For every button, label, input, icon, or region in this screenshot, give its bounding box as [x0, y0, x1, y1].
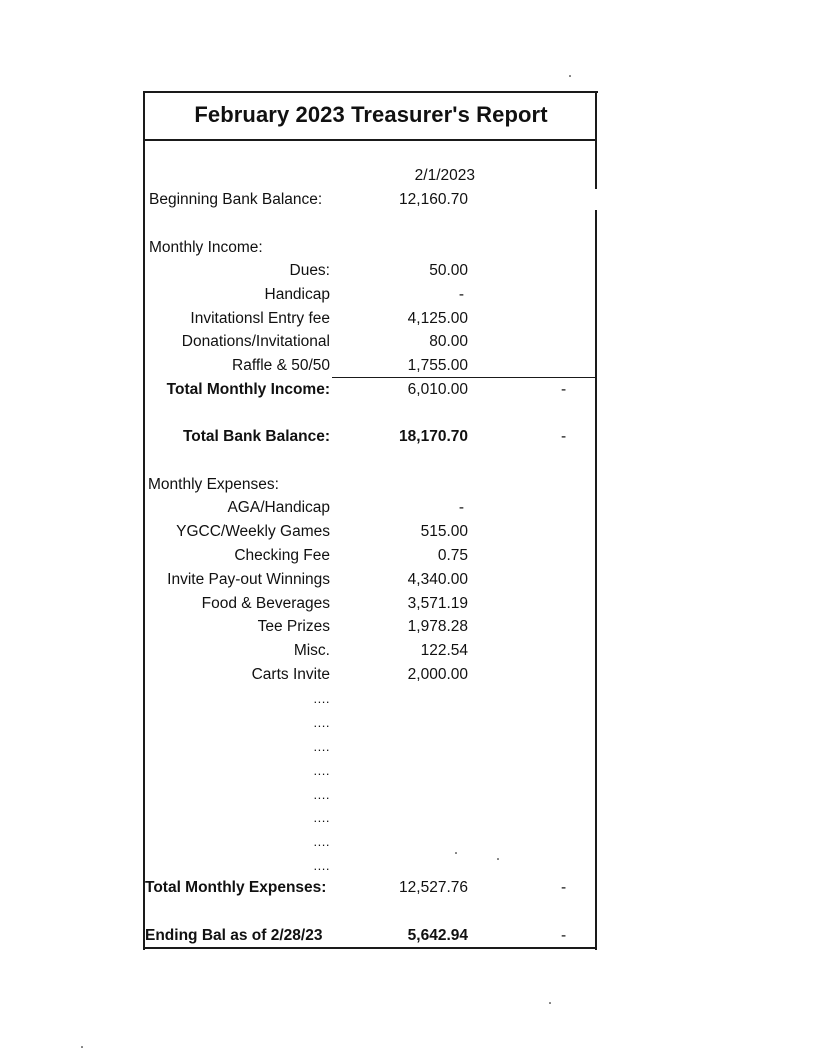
expense-item-label: Food & Beverages	[201, 595, 330, 612]
bank-balance-label: Total Bank Balance:	[182, 428, 330, 445]
placeholder-row: ....	[313, 787, 330, 802]
report-title: February 2023 Treasurer's Report	[194, 102, 548, 127]
income-item-value: 80.00	[429, 333, 468, 350]
expense-item-label: AGA/Handicap	[227, 499, 330, 516]
expense-item-label: Tee Prizes	[257, 618, 330, 635]
scan-speck	[497, 858, 499, 860]
frame-left-border	[143, 91, 145, 950]
scan-speck	[569, 75, 571, 77]
expenses-total-value: 12,527.76	[399, 879, 468, 896]
ending-balance-extra: -	[561, 927, 567, 944]
placeholder-row: ....	[313, 763, 330, 778]
scan-speck	[549, 1002, 551, 1004]
bank-balance-value: 18,170.70	[399, 428, 468, 445]
title-bottom-border	[143, 139, 597, 141]
beginning-balance-label: Beginning Bank Balance:	[149, 191, 323, 208]
expense-item-label: Checking Fee	[234, 547, 330, 564]
income-total-rule	[332, 377, 597, 378]
placeholder-row: ....	[313, 739, 330, 754]
frame-bottom-border	[143, 947, 597, 949]
income-item-label: Invitationsl Entry fee	[190, 310, 330, 327]
expense-item-value: 515.00	[420, 523, 468, 540]
scan-speck	[81, 1046, 83, 1048]
income-heading: Monthly Income:	[149, 239, 263, 256]
income-total-extra: -	[561, 381, 567, 398]
income-item-label: Raffle & 50/50	[232, 357, 330, 374]
date-header: 2/1/2023	[414, 167, 475, 184]
expenses-total-label: Total Monthly Expenses:	[145, 879, 327, 896]
income-item-value: 1,755.00	[407, 357, 468, 374]
expense-item-value: -	[458, 499, 464, 516]
income-total-label: Total Monthly Income:	[166, 381, 330, 398]
income-total-value: 6,010.00	[407, 381, 468, 398]
bank-balance-extra: -	[561, 428, 567, 445]
expense-item-value: 122.54	[420, 642, 468, 659]
income-item-value: -	[458, 286, 464, 303]
frame-top-border	[143, 91, 598, 93]
placeholder-row: ....	[313, 715, 330, 730]
expense-item-label: YGCC/Weekly Games	[176, 523, 330, 540]
placeholder-row: ....	[313, 834, 330, 849]
income-item-value: 4,125.00	[407, 310, 468, 327]
expense-item-label: Misc.	[293, 642, 330, 659]
income-item-label: Dues:	[289, 262, 330, 279]
expenses-total-extra: -	[561, 879, 567, 896]
ending-balance-label: Ending Bal as of 2/28/23	[145, 927, 323, 944]
expense-item-value: 0.75	[437, 547, 468, 564]
expenses-heading: Monthly Expenses:	[148, 476, 279, 493]
frame-right-border	[595, 210, 597, 950]
expense-item-value: 2,000.00	[407, 666, 468, 683]
scan-speck	[455, 852, 457, 854]
placeholder-row: ....	[313, 858, 330, 873]
ending-balance-value: 5,642.94	[407, 927, 468, 944]
income-item-label: Handicap	[264, 286, 330, 303]
placeholder-row: ....	[313, 691, 330, 706]
income-item-label: Donations/Invitational	[181, 333, 330, 350]
income-item-value: 50.00	[429, 262, 468, 279]
expense-item-label: Carts Invite	[251, 666, 330, 683]
expense-item-value: 4,340.00	[407, 571, 468, 588]
placeholder-row: ....	[313, 810, 330, 825]
expense-item-value: 1,978.28	[407, 618, 468, 635]
expense-item-value: 3,571.19	[407, 595, 468, 612]
beginning-balance-value: 12,160.70	[399, 191, 468, 208]
expense-item-label: Invite Pay-out Winnings	[167, 571, 330, 588]
